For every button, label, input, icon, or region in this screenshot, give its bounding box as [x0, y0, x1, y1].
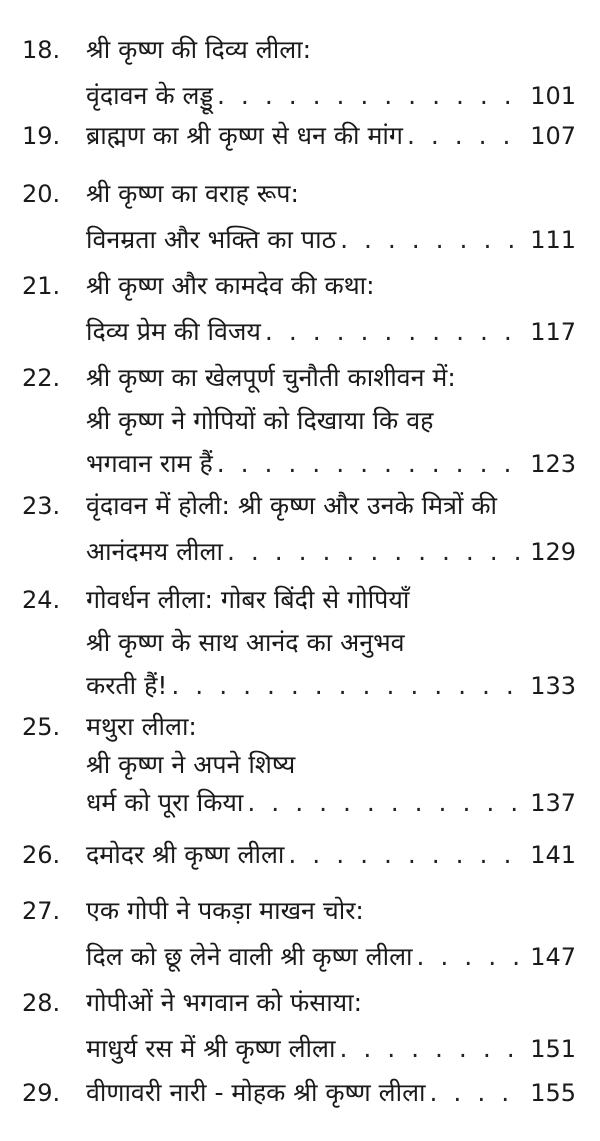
page-number: 107 — [530, 122, 576, 150]
dot-leader — [217, 74, 524, 118]
page-number: 111 — [530, 226, 576, 254]
entry-title-line: दिल को छू लेने वाली श्री कृष्ण लीला . . . 147 — [86, 935, 576, 979]
entry-title-line: दमोदर श्री कृष्ण लीला . . . 141 — [86, 833, 576, 877]
page-number: 123 — [530, 450, 576, 478]
entry-title-line: विनम्रता और भक्ति का पाठ . . . 111 — [86, 218, 576, 262]
entry-title-line: माधुर्य रस में श्री कृष्ण लीला . . . 151 — [86, 1027, 576, 1071]
entry-title-line: करती हैं! . . . 133 — [86, 664, 576, 708]
entry-title-line: श्री कृष्ण के साथ आनंद का अनुभव — [86, 628, 405, 657]
entry-number: 25. — [22, 713, 61, 741]
entry-title-line: श्री कृष्ण का खेलपूर्ण चुनौती काशीवन में: — [86, 363, 456, 392]
entry-number: 22. — [22, 364, 61, 392]
entry-title-line: श्री कृष्ण और कामदेव की कथा: — [86, 271, 375, 300]
dot-leader — [340, 218, 524, 262]
dot-leader — [217, 442, 524, 486]
entry-title-line: गोपीओं ने भगवान को फंसाया: — [86, 988, 363, 1017]
entry-number: 20. — [22, 180, 61, 208]
entry-title-line: आनंदमय लीला . . . 129 — [86, 530, 576, 574]
entry-title-line: श्री कृष्ण का वराह रूप: — [86, 179, 299, 208]
entry-number: 28. — [22, 989, 61, 1017]
entry-title-line: वृंदावन में होली: श्री कृष्ण और उनके मित्रों की — [86, 491, 497, 520]
page-number: 133 — [530, 672, 576, 700]
entry-title-line: श्री कृष्ण की दिव्य लीला: — [86, 35, 312, 64]
page-number: 141 — [530, 841, 576, 869]
page-number: 101 — [530, 82, 576, 110]
page-number: 151 — [530, 1035, 576, 1063]
entry-number: 21. — [22, 272, 61, 300]
page-number: 129 — [530, 538, 576, 566]
dot-leader — [247, 781, 524, 825]
entry-title-line: श्री कृष्ण ने गोपियों को दिखाया कि वह — [86, 406, 434, 435]
entry-title-line: दिव्य प्रेम की विजय . . . 117 — [86, 310, 576, 354]
entry-title-line: वीणावरी नारी - मोहक श्री कृष्ण लीला . . . 155 — [86, 1071, 576, 1115]
page-number: 155 — [530, 1079, 576, 1107]
entry-number: 26. — [22, 841, 61, 869]
dot-leader — [339, 1027, 524, 1071]
entry-title-line: गोवर्धन लीला: गोबर बिंदी से गोपियाँ — [86, 585, 410, 614]
entry-title-line: धर्म को पूरा किया . . . 137 — [86, 781, 576, 825]
entry-number: 24. — [22, 586, 61, 614]
page-number: 147 — [530, 943, 576, 971]
entry-title-line: श्री कृष्ण ने अपने शिष्य — [86, 750, 296, 779]
entry-number: 27. — [22, 897, 61, 925]
entry-title-line: ब्राह्मण का श्री कृष्ण से धन की मांग . . . 107 — [86, 114, 576, 158]
entry-title-line: मथुरा लीला: — [86, 712, 197, 741]
dot-leader — [417, 935, 525, 979]
entry-title-line: वृंदावन के लड्डू . . . 101 — [86, 74, 576, 118]
entry-number: 29. — [22, 1079, 61, 1107]
page-number: 117 — [530, 318, 576, 346]
entry-number: 19. — [22, 122, 61, 150]
dot-leader — [265, 310, 524, 354]
page-number: 137 — [530, 789, 576, 817]
entry-title-line: एक गोपी ने पकड़ा माखन चोर: — [86, 896, 364, 925]
dot-leader — [227, 530, 524, 574]
entry-title-line: भगवान राम हैं . . . 123 — [86, 442, 576, 486]
dot-leader — [407, 114, 524, 158]
entry-number: 18. — [22, 36, 61, 64]
entry-number: 23. — [22, 492, 61, 520]
dot-leader — [171, 664, 524, 708]
dot-leader — [288, 833, 524, 877]
dot-leader — [430, 1071, 525, 1115]
